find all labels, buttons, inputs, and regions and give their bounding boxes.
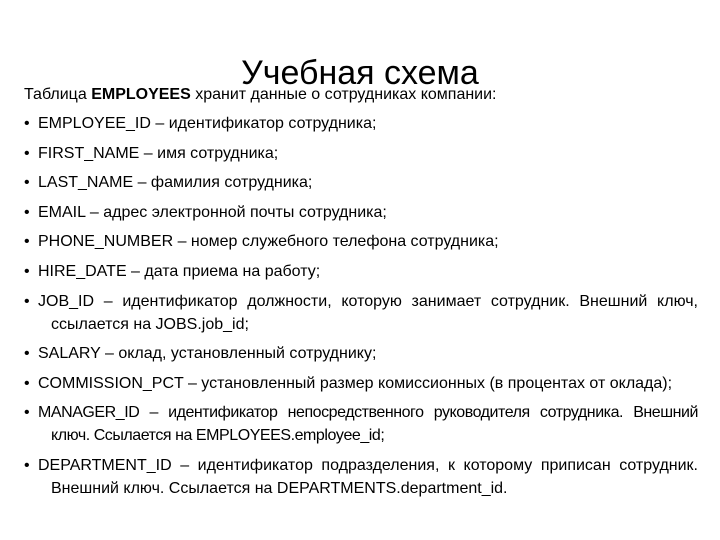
bullet: • (24, 144, 30, 162)
column-item-commission-pct (24, 372, 698, 395)
bullet: • (24, 174, 30, 192)
bullet: • (24, 115, 30, 132)
column-list (24, 112, 698, 507)
column-item-text: PHONE_NUMBER – номер служебного телефона сотрудника; (38, 233, 499, 251)
column-item-text: EMAIL – адрес электронной почты сотрудника; (38, 203, 387, 221)
bullet: • (24, 233, 30, 251)
column-item-department-id (24, 454, 698, 500)
intro-suffix: хранит данные о сотрудниках компании: (190, 86, 497, 103)
column-item-salary (24, 342, 698, 365)
column-item-first-name (24, 142, 698, 165)
column-item-manager-id (24, 401, 698, 447)
column-item-text: EMPLOYEE_ID – идентификатор сотрудника; (38, 115, 377, 132)
bullet: • (24, 262, 30, 280)
column-item-text: FIRST_NAME – имя сотрудника; (38, 144, 279, 162)
intro-table-name: EMPLOYEES (91, 86, 191, 103)
bullet: • (24, 292, 30, 310)
column-item-last-name (24, 171, 698, 194)
column-item-phone-number (24, 230, 698, 253)
column-item-text: LAST_NAME – фамилия сотрудника; (38, 174, 313, 192)
bullet: • (24, 404, 30, 422)
bullet: • (24, 374, 30, 392)
slide-title: Учебная схема (241, 53, 479, 92)
bullet: • (24, 203, 30, 221)
column-item-hire-date (24, 260, 698, 283)
bullet: • (24, 345, 30, 363)
column-item-text: COMMISSION_PCT – установленный размер комиссионных (в процентах от оклада); (38, 374, 673, 392)
column-item-text: SALARY – оклад, установленный сотруднику; (38, 345, 377, 363)
column-item-employee-id (24, 112, 698, 135)
column-item-text: DEPARTMENT_ID – идентификатор подразделения, к которому приписан сотрудник. Внешний ключ. Ссылается на DEPARTMENTS.department_id. (38, 456, 698, 497)
intro-paragraph (24, 84, 696, 106)
column-item-text: JOB_ID – идентификатор должности, которую занимает сотрудник. Внешний ключ, ссылается на JOBS.job_id; (38, 292, 698, 333)
bullet: • (24, 456, 30, 474)
intro-prefix: Таблица (24, 86, 92, 103)
column-item-text: MANAGER_ID – идентификатор непосредственного руководителя сотрудника. Внешний ключ. Ссылается на EMPLOYEES.employee_id; (38, 404, 698, 445)
column-item-text: HIRE_DATE – дата приема на работу; (38, 262, 321, 280)
column-item-email (24, 201, 698, 224)
column-item-job-id (24, 290, 698, 336)
